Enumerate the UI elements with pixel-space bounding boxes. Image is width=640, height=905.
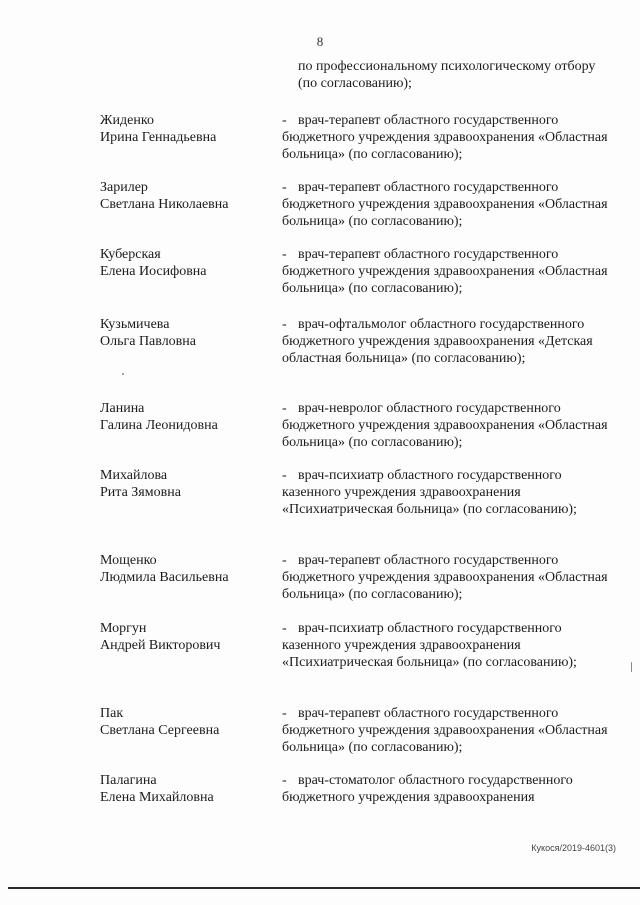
person-name bbox=[100, 316, 270, 350]
surname: Куберская bbox=[100, 247, 161, 262]
page-number: 8 bbox=[316, 34, 324, 49]
scan-speck bbox=[631, 662, 632, 672]
given-names: Рита Зямовна bbox=[100, 485, 181, 500]
person-name bbox=[100, 246, 270, 280]
dash-separator: - bbox=[282, 553, 287, 568]
position-description: врач-офтальмолог областного государственного бюджетного учреждения здравоохранения «Детская областная больница» (по согласованию); bbox=[282, 317, 593, 366]
position-description: врач-терапевт областного государственного бюджетного учреждения здравоохранения «Областная больница» (по согласованию); bbox=[282, 706, 608, 755]
scan-speck bbox=[122, 373, 124, 375]
surname: Кузьмичева bbox=[100, 317, 170, 332]
person-name bbox=[100, 552, 270, 586]
surname: Михайлова bbox=[100, 468, 168, 483]
person-name bbox=[100, 620, 270, 654]
dash-separator: - bbox=[282, 401, 287, 416]
person-name bbox=[100, 467, 270, 501]
given-names: Светлана Николаевна bbox=[100, 197, 229, 212]
surname: Зарилер bbox=[100, 180, 148, 195]
given-names: Елена Иосифовна bbox=[100, 264, 207, 279]
given-names: Галина Леонидовна bbox=[100, 418, 218, 433]
position-description: врач-терапевт областного государственного бюджетного учреждения здравоохранения «Областная больница» (по согласованию); bbox=[282, 247, 608, 296]
dash-separator: - bbox=[282, 113, 287, 128]
continuation-text: по профессиональному психологическому отбору (по согласованию); bbox=[298, 59, 596, 91]
position-description: врач-терапевт областного государственного бюджетного учреждения здравоохранения «Областная больница» (по согласованию); bbox=[282, 113, 608, 162]
dash-separator: - bbox=[282, 247, 287, 262]
given-names: Светлана Сергеевна bbox=[100, 723, 220, 738]
dash-separator: - bbox=[282, 317, 287, 332]
position-description: врач-психиатр областного государственного казенного учреждения здравоохранения «Психиатрическая больница» (по согласованию); bbox=[282, 621, 577, 670]
bottom-scan-border bbox=[8, 887, 640, 889]
person-name bbox=[100, 772, 270, 806]
position-description: врач-стоматолог областного государственного бюджетного учреждения здравоохранения bbox=[282, 773, 573, 805]
given-names: Ирина Геннадьевна bbox=[100, 130, 217, 145]
given-names: Ольга Павловна bbox=[100, 334, 196, 349]
given-names: Андрей Викторович bbox=[100, 638, 221, 653]
surname: Мощенко bbox=[100, 553, 157, 568]
surname: Моргун bbox=[100, 621, 147, 636]
surname: Палагина bbox=[100, 773, 157, 788]
person-name bbox=[100, 112, 270, 146]
given-names: Людмила Васильевна bbox=[100, 570, 229, 585]
person-name bbox=[100, 705, 270, 739]
document-code: Кукося/2019-4601(3) bbox=[531, 843, 616, 853]
dash-separator: - bbox=[282, 468, 287, 483]
surname: Ланина bbox=[100, 401, 145, 416]
dash-separator: - bbox=[282, 180, 287, 195]
given-names: Елена Михайловна bbox=[100, 790, 214, 805]
dash-separator: - bbox=[282, 706, 287, 721]
person-name bbox=[100, 400, 270, 434]
dash-separator: - bbox=[282, 621, 287, 636]
position-description: врач-психиатр областного государственного казенного учреждения здравоохранения «Психиатрическая больница» (по согласованию); bbox=[282, 468, 577, 517]
surname: Пак bbox=[100, 706, 124, 721]
person-name bbox=[100, 179, 270, 213]
position-description: врач-терапевт областного государственного бюджетного учреждения здравоохранения «Областная больница» (по согласованию); bbox=[282, 553, 608, 602]
surname: Жиденко bbox=[100, 113, 154, 128]
dash-separator: - bbox=[282, 773, 287, 788]
position-description: врач-терапевт областного государственного бюджетного учреждения здравоохранения «Областная больница» (по согласованию); bbox=[282, 180, 608, 229]
position-description: врач-невролог областного государственного бюджетного учреждения здравоохранения «Областная больница» (по согласованию); bbox=[282, 401, 608, 450]
